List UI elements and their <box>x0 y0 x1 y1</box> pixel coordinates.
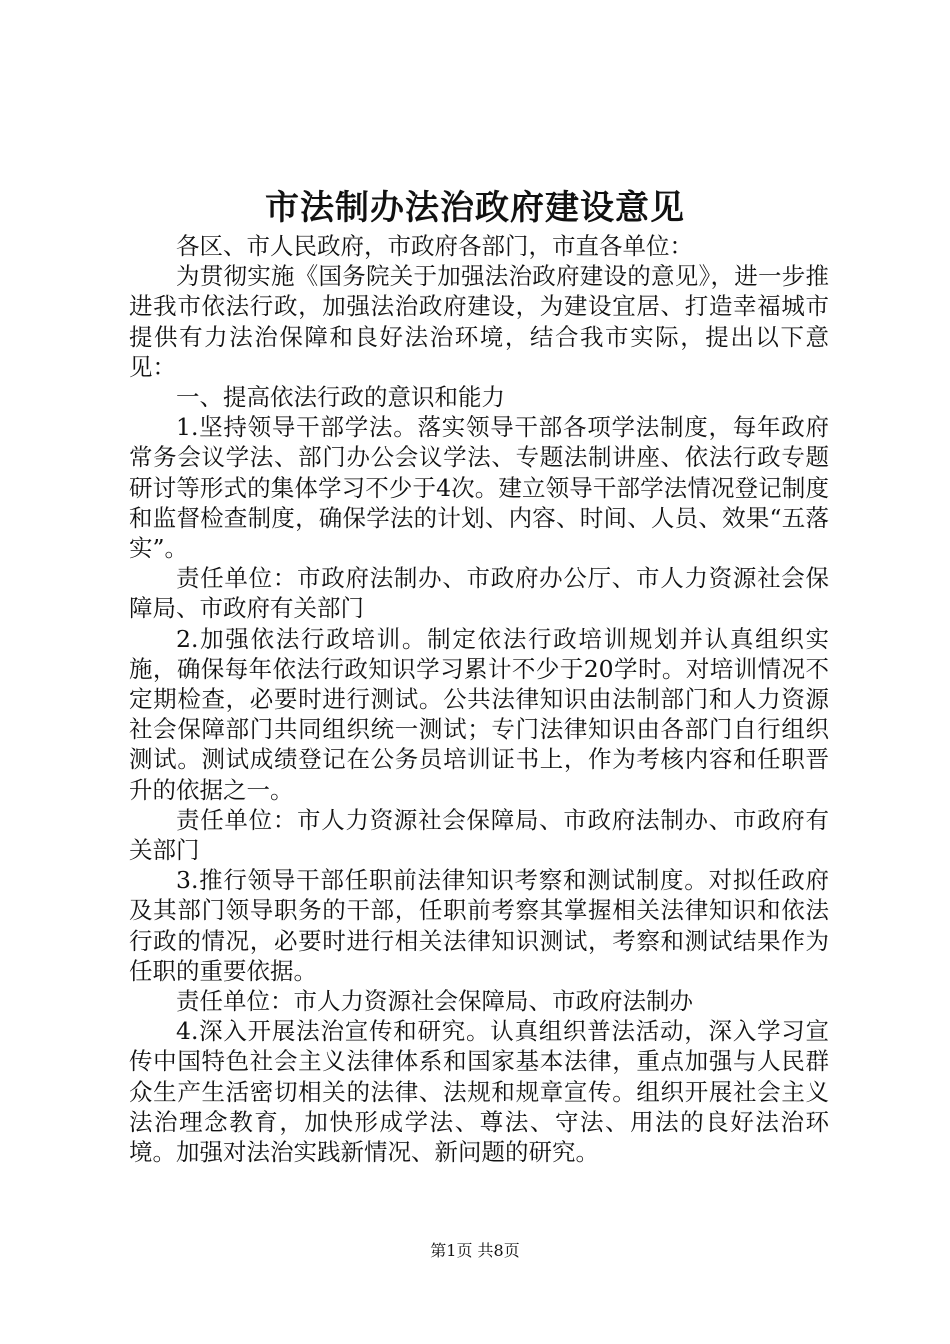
item-3-paragraph: 3.推行领导干部任职前法律知识考察和测试制度。对拟任政府及其部门领导职务的干部，任职前考察其掌握相关法律知识和依法行政的情况，必要时进行相关法律知识测试，考察和测试结果作为任职的重要依据。 <box>129 866 829 985</box>
item-1-responsibility: 责任单位：市政府法制办、市政府办公厅、市人力资源社会保障局、市政府有关部门 <box>129 564 829 623</box>
item-4-paragraph: 4.深入开展法治宣传和研究。认真组织普法活动，深入学习宣传中国特色社会主义法律体系和国家基本法律，重点加强与人民群众生产生活密切相关的法律、法规和规章宣传。组织开展社会主义法治理念教育，加快形成学法、尊法、守法、用法的良好法治环境。加强对法治实践新情况、新问题的研究。 <box>129 1017 829 1167</box>
item-2-responsibility: 责任单位：市人力资源社会保障局、市政府法制办、市政府有关部门 <box>129 805 829 865</box>
intro-paragraph: 为贯彻实施《国务院关于加强法治政府建设的意见》，进一步推进我市依法行政，加强法治政府建设，为建设宜居、打造幸福城市提供有力法治保障和良好法治环境，结合我市实际，提出以下意见： <box>129 262 829 381</box>
salutation-paragraph: 各区、市人民政府，市政府各部门，市直各单位： <box>176 232 693 260</box>
item-2-paragraph: 2.加强依法行政培训。制定依法行政培训规划并认真组织实施，确保每年依法行政知识学习累计不少于20学时。对培训情况不定期检查，必要时进行测试。公共法律知识由法制部门和人力资源社会保障部门共同组织统一测试；专门法律知识由各部门自行组织测试。测试成绩登记在公务员培训证书上，作为考核内容和任职晋升的依据之一。 <box>129 624 829 804</box>
document-title: 市法制办法治政府建设意见 <box>265 188 685 228</box>
item-1-paragraph: 1.坚持领导干部学法。落实领导干部各项学法制度，每年政府常务会议学法、部门办公会议学法、专题法制讲座、依法行政专题研讨等形式的集体学习不少于4次。建立领导干部学法情况登记制度和监督检查制度，确保学法的计划、内容、时间、人员、效果“五落实”。 <box>129 413 829 563</box>
section-heading: 一、提高依法行政的意识和能力 <box>176 383 505 412</box>
page-footer: 第1页 共8页 <box>430 1241 520 1260</box>
item-3-responsibility: 责任单位：市人力资源社会保障局、市政府法制办 <box>176 987 693 1016</box>
document-body <box>129 231 829 1167</box>
